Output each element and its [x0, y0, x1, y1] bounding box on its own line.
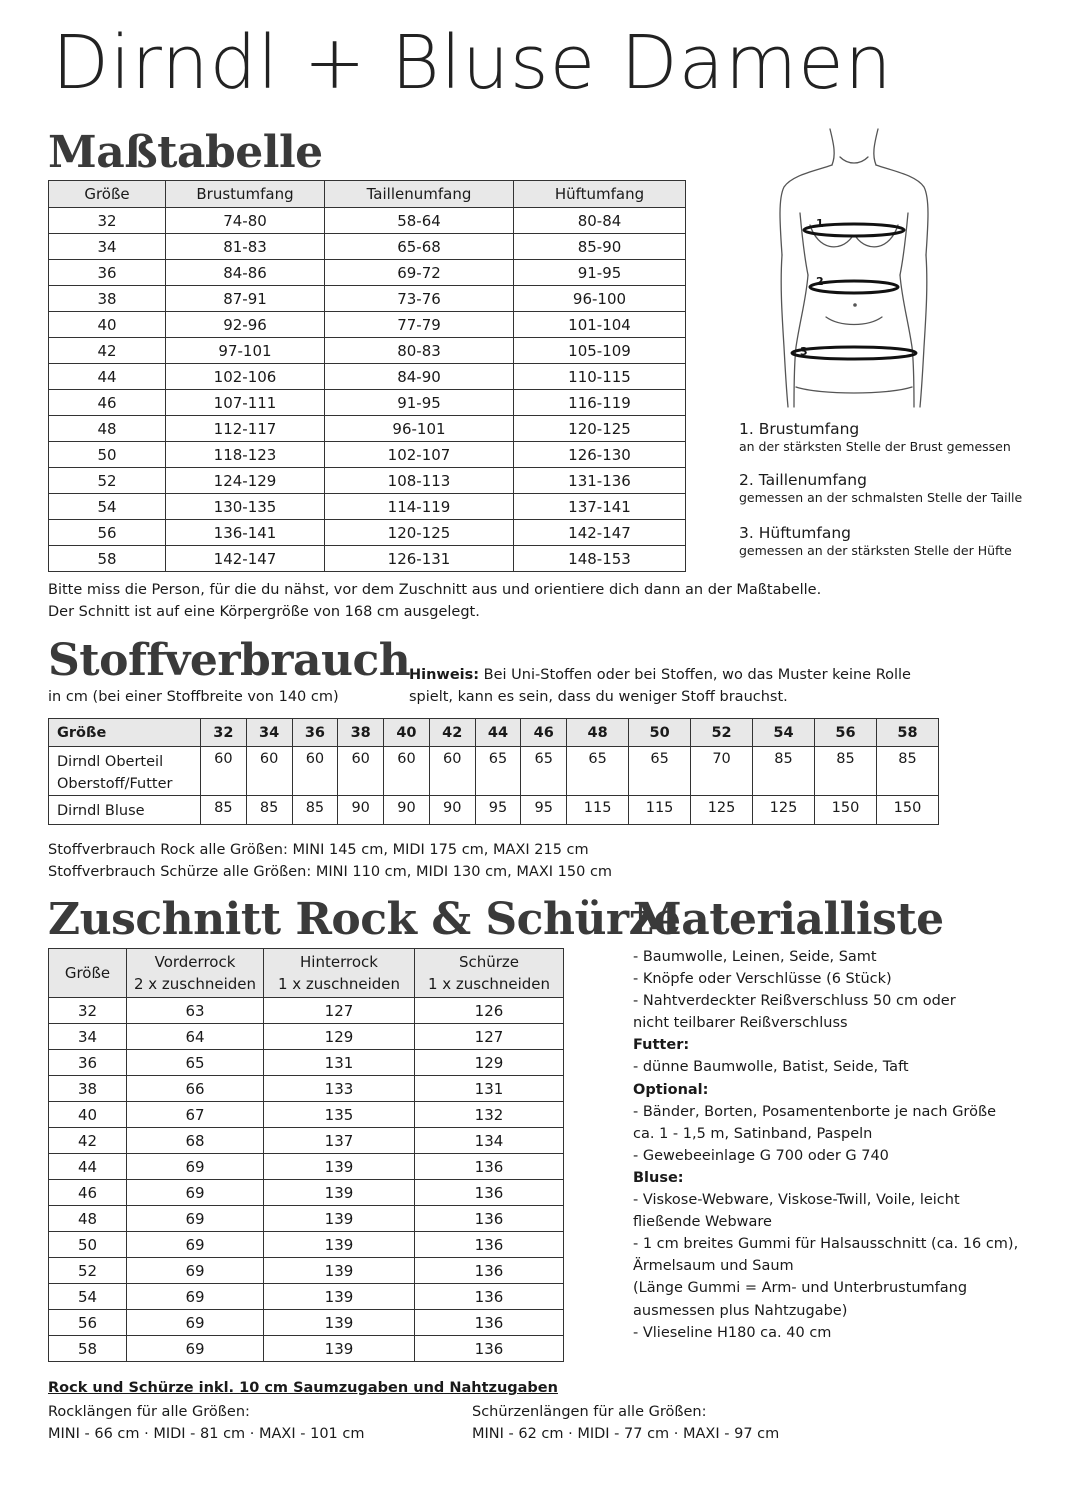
legend-desc: gemessen an der stärksten Stelle der Hüfte	[739, 543, 1012, 558]
figure-marker-3: 3	[800, 345, 808, 358]
table-row	[49, 1128, 564, 1154]
table-cell: 60	[338, 747, 384, 796]
table-cell: 90	[338, 796, 384, 825]
material-item: - Knöpfe oder Verschlüsse (6 Stück)	[633, 971, 892, 988]
table-cell: 58	[49, 546, 166, 572]
table-row	[49, 1336, 564, 1362]
note-line: Stoffverbrauch Rock alle Größen: MINI 145 cm, MIDI 175 cm, MAXI 215 cm	[48, 842, 589, 858]
table-cell: 69	[127, 1180, 264, 1206]
table-row	[49, 1284, 564, 1310]
table-cell: 137	[264, 1128, 415, 1154]
table-cell: 116-119	[514, 390, 686, 416]
table-cell: 85-90	[514, 234, 686, 260]
measurement-table-body	[49, 208, 686, 572]
table-cell: 139	[264, 1258, 415, 1284]
column-header: 40	[384, 719, 430, 747]
table-cell: 115	[629, 796, 691, 825]
table-cell: 126	[415, 998, 564, 1024]
cutting-table	[48, 948, 564, 1362]
table-cell: 91-95	[325, 390, 514, 416]
table-cell: 95	[521, 796, 567, 825]
table-cell: 56	[49, 1310, 127, 1336]
table-row	[49, 260, 686, 286]
legend-title: 1. Brustumfang	[739, 420, 860, 438]
table-cell: 54	[49, 494, 166, 520]
material-heading: Optional:	[633, 1081, 709, 1098]
table-cell: 139	[264, 1180, 415, 1206]
table-cell: 58-64	[325, 208, 514, 234]
table-cell: 135	[264, 1102, 415, 1128]
figure-marker-1: 1	[816, 217, 824, 230]
table-cell: 81-83	[166, 234, 325, 260]
legend-item	[739, 471, 1022, 506]
table-cell: 44	[49, 1154, 127, 1180]
table-cell: 46	[49, 1180, 127, 1206]
table-cell: 65	[629, 747, 691, 796]
table-cell: 102-107	[325, 442, 514, 468]
table-cell: 136-141	[166, 520, 325, 546]
table-cell: 80-84	[514, 208, 686, 234]
table-row	[49, 1102, 564, 1128]
table-cell: 65-68	[325, 234, 514, 260]
table-cell: 85	[876, 747, 938, 796]
measurement-legend	[739, 420, 1022, 559]
table-row	[49, 1180, 564, 1206]
note-line: Bitte miss die Person, für die du nähst, vor dem Zuschnitt aus und orientiere dich dann an der Maßtabelle.	[48, 582, 822, 598]
column-header: 38	[338, 719, 384, 747]
row-label-line: Oberstoff/Futter	[57, 776, 173, 792]
table-cell: 136	[415, 1310, 564, 1336]
table-cell: 36	[49, 260, 166, 286]
table-cell: 60	[246, 747, 292, 796]
table-cell: 114-119	[325, 494, 514, 520]
table-header-row	[49, 949, 564, 998]
table-cell: 67	[127, 1102, 264, 1128]
table-cell: 50	[49, 1232, 127, 1258]
cutting-table-body	[49, 998, 564, 1362]
table-cell: 63	[127, 998, 264, 1024]
table-cell: 38	[49, 1076, 127, 1102]
table-cell: 85	[201, 796, 247, 825]
column-header: Brustumfang	[166, 181, 325, 208]
table-cell: 126-131	[325, 546, 514, 572]
column-header: Größe	[49, 181, 166, 208]
table-row	[49, 1154, 564, 1180]
table-cell: 69	[127, 1284, 264, 1310]
table-cell: 65	[521, 747, 567, 796]
table-cell: 142-147	[514, 520, 686, 546]
column-header: Größe	[49, 719, 201, 747]
table-cell: 58	[49, 1336, 127, 1362]
table-cell: 69	[127, 1206, 264, 1232]
table-cell: 108-113	[325, 468, 514, 494]
table-cell: 95	[475, 796, 521, 825]
table-cell: 132	[415, 1102, 564, 1128]
material-item: ca. 1 - 1,5 m, Satinband, Paspeln	[633, 1125, 873, 1142]
table-cell: 80-83	[325, 338, 514, 364]
measurement-note	[48, 579, 821, 623]
table-cell: 40	[49, 312, 166, 338]
table-cell: 96-101	[325, 416, 514, 442]
column-header: Vorderrock 2 x zuschneiden	[127, 949, 264, 998]
table-cell: 70	[691, 747, 753, 796]
table-cell: 120-125	[325, 520, 514, 546]
table-cell: 131-136	[514, 468, 686, 494]
table-row	[49, 286, 686, 312]
column-header: 42	[429, 719, 475, 747]
table-row	[49, 494, 686, 520]
table-row	[49, 1024, 564, 1050]
table-cell: 69	[127, 1336, 264, 1362]
table-row	[49, 1076, 564, 1102]
column-header: 48	[567, 719, 629, 747]
table-cell: 136	[415, 1206, 564, 1232]
table-cell: 91-95	[514, 260, 686, 286]
table-cell: 124-129	[166, 468, 325, 494]
column-header: 34	[246, 719, 292, 747]
material-item: - Viskose-Webware, Viskose-Twill, Voile, leicht	[633, 1192, 960, 1209]
table-cell: 92-96	[166, 312, 325, 338]
table-cell: 60	[429, 747, 475, 796]
stoff-subtitle: in cm (bei einer Stoffbreite von 140 cm)	[48, 689, 339, 705]
table-cell: 136	[415, 1336, 564, 1362]
table-cell: 126-130	[514, 442, 686, 468]
table-header-row	[49, 719, 939, 747]
section-title-zuschnitt: Zuschnitt Rock & Schürze	[48, 894, 681, 945]
rock-lengths	[48, 1401, 364, 1445]
table-cell: 133	[264, 1076, 415, 1102]
material-item: fließende Webware	[633, 1214, 772, 1231]
table-cell: 52	[49, 468, 166, 494]
table-row	[49, 796, 939, 825]
table-cell: 150	[876, 796, 938, 825]
table-cell: 32	[49, 208, 166, 234]
material-item: - Bänder, Borten, Posamentenborte je nach Größe	[633, 1103, 996, 1120]
table-cell: 127	[415, 1024, 564, 1050]
table-cell: 66	[127, 1076, 264, 1102]
table-cell: 46	[49, 390, 166, 416]
table-cell: 102-106	[166, 364, 325, 390]
body-measurement-figure	[770, 125, 940, 410]
column-header: 58	[876, 719, 938, 747]
table-cell: 40	[49, 1102, 127, 1128]
table-cell: 129	[415, 1050, 564, 1076]
table-cell: 97-101	[166, 338, 325, 364]
table-row	[49, 468, 686, 494]
material-item: - dünne Baumwolle, Batist, Seide, Taft	[633, 1059, 909, 1076]
table-cell: 125	[691, 796, 753, 825]
table-cell: 90	[384, 796, 430, 825]
material-item: - Gewebeeinlage G 700 oder G 740	[633, 1147, 889, 1164]
material-item: ausmessen plus Nahtzugabe)	[633, 1302, 848, 1319]
fabric-consumption-table	[48, 718, 939, 825]
table-cell: 42	[49, 338, 166, 364]
table-cell: 64	[127, 1024, 264, 1050]
table-cell: 139	[264, 1154, 415, 1180]
table-cell: 139	[264, 1284, 415, 1310]
table-cell: 34	[49, 1024, 127, 1050]
table-cell: 73-76	[325, 286, 514, 312]
column-header: Taillenumfang	[325, 181, 514, 208]
table-cell: 136	[415, 1154, 564, 1180]
material-item: (Länge Gummi = Arm- und Unterbrustumfang	[633, 1280, 968, 1297]
table-cell: 85	[815, 747, 877, 796]
table-cell: 90	[429, 796, 475, 825]
schuerze-lengths-label: Schürzenlängen für alle Größen:	[472, 1404, 707, 1420]
note-line: Stoffverbrauch Schürze alle Größen: MINI 110 cm, MIDI 130 cm, MAXI 150 cm	[48, 864, 613, 880]
column-header: Hüftumfang	[514, 181, 686, 208]
column-header: Größe	[49, 949, 127, 998]
stoff-hint	[409, 664, 911, 708]
table-cell: 36	[49, 1050, 127, 1076]
material-item: - Nahtverdeckter Reißverschluss 50 cm oder	[633, 993, 956, 1010]
table-cell: 139	[264, 1232, 415, 1258]
table-row	[49, 747, 939, 796]
material-item: Ärmelsaum und Saum	[633, 1258, 794, 1275]
table-row	[49, 998, 564, 1024]
stoff-extra-notes	[48, 839, 612, 883]
table-row	[49, 520, 686, 546]
table-row	[49, 364, 686, 390]
legend-title: 2. Taillenumfang	[739, 471, 867, 489]
material-item: - Vlieseline H180 ca. 40 cm	[633, 1324, 832, 1341]
table-cell: 54	[49, 1284, 127, 1310]
column-header: 46	[521, 719, 567, 747]
table-row	[49, 546, 686, 572]
table-row	[49, 1050, 564, 1076]
hint-text: spielt, kann es sein, dass du weniger Stoff brauchst.	[409, 689, 788, 705]
table-cell: 96-100	[514, 286, 686, 312]
material-item: nicht teilbarer Reißverschluss	[633, 1015, 848, 1032]
column-header: 32	[201, 719, 247, 747]
section-title-materialliste: Materialliste	[633, 894, 944, 945]
table-cell: 65	[475, 747, 521, 796]
table-cell: 50	[49, 442, 166, 468]
table-cell: 69	[127, 1258, 264, 1284]
note-line: Der Schnitt ist auf eine Körpergröße von 168 cm ausgelegt.	[48, 604, 480, 620]
table-cell: 68	[127, 1128, 264, 1154]
table-cell: 139	[264, 1336, 415, 1362]
table-cell: 85	[246, 796, 292, 825]
table-cell: 139	[264, 1206, 415, 1232]
table-cell: 112-117	[166, 416, 325, 442]
hint-text: Bei Uni-Stoffen oder bei Stoffen, wo das Muster keine Rolle	[483, 667, 911, 683]
table-cell: 129	[264, 1024, 415, 1050]
table-cell: 125	[753, 796, 815, 825]
table-cell: 60	[292, 747, 338, 796]
section-title-masstabelle: Maßtabelle	[48, 127, 323, 178]
table-cell: 34	[49, 234, 166, 260]
rock-lengths-label: Rocklängen für alle Größen:	[48, 1404, 250, 1420]
table-cell: 101-104	[514, 312, 686, 338]
column-header: 56	[815, 719, 877, 747]
table-row	[49, 390, 686, 416]
table-row	[49, 338, 686, 364]
table-row	[49, 416, 686, 442]
table-cell: 105-109	[514, 338, 686, 364]
legend-desc: an der stärksten Stelle der Brust gemessen	[739, 439, 1011, 454]
measurement-table	[48, 180, 686, 572]
row-label-line: Dirndl Bluse	[57, 803, 145, 819]
table-cell: 65	[567, 747, 629, 796]
legend-item	[739, 524, 1022, 559]
table-cell: 130-135	[166, 494, 325, 520]
table-row	[49, 442, 686, 468]
column-header: 52	[691, 719, 753, 747]
table-header-row	[49, 181, 686, 208]
table-cell: 131	[264, 1050, 415, 1076]
table-cell: 84-90	[325, 364, 514, 390]
table-cell: 137-141	[514, 494, 686, 520]
table-row	[49, 1258, 564, 1284]
table-cell: 60	[384, 747, 430, 796]
table-cell: 69-72	[325, 260, 514, 286]
table-cell: 136	[415, 1180, 564, 1206]
footer-note: Rock und Schürze inkl. 10 cm Saumzugaben und Nahtzugaben	[48, 1380, 558, 1396]
column-header: 36	[292, 719, 338, 747]
table-cell: 48	[49, 416, 166, 442]
table-row	[49, 312, 686, 338]
table-cell: 48	[49, 1206, 127, 1232]
table-cell: 136	[415, 1284, 564, 1310]
table-cell: 69	[127, 1232, 264, 1258]
table-cell: 87-91	[166, 286, 325, 312]
table-cell: 120-125	[514, 416, 686, 442]
table-cell: 148-153	[514, 546, 686, 572]
table-cell: 32	[49, 998, 127, 1024]
table-cell: 74-80	[166, 208, 325, 234]
table-cell: 131	[415, 1076, 564, 1102]
figure-marker-2: 2	[816, 275, 824, 288]
table-cell: 139	[264, 1310, 415, 1336]
row-label	[49, 747, 201, 796]
material-heading: Futter:	[633, 1037, 690, 1054]
table-cell: 56	[49, 520, 166, 546]
table-cell: 69	[127, 1310, 264, 1336]
table-cell: 85	[753, 747, 815, 796]
table-cell: 115	[567, 796, 629, 825]
table-cell: 110-115	[514, 364, 686, 390]
table-row	[49, 1310, 564, 1336]
legend-title: 3. Hüftumfang	[739, 524, 851, 542]
schuerze-lengths	[472, 1401, 779, 1445]
table-cell: 84-86	[166, 260, 325, 286]
section-title-stoffverbrauch: Stoffverbrauch	[48, 635, 411, 686]
table-cell: 134	[415, 1128, 564, 1154]
column-header: Schürze 1 x zuschneiden	[415, 949, 564, 998]
table-row	[49, 234, 686, 260]
table-row	[49, 1232, 564, 1258]
material-item: - Baumwolle, Leinen, Seide, Samt	[633, 949, 877, 965]
table-cell: 107-111	[166, 390, 325, 416]
material-heading: Bluse:	[633, 1169, 684, 1186]
table-cell: 42	[49, 1128, 127, 1154]
schuerze-lengths-values: MINI - 62 cm · MIDI - 77 cm · MAXI - 97 cm	[472, 1426, 780, 1442]
table-cell: 127	[264, 998, 415, 1024]
table-cell: 118-123	[166, 442, 325, 468]
hint-label: Hinweis:	[409, 667, 480, 683]
table-cell: 38	[49, 286, 166, 312]
table-cell: 136	[415, 1232, 564, 1258]
table-cell: 142-147	[166, 546, 325, 572]
row-label-line: Dirndl Oberteil	[57, 754, 164, 770]
table-cell: 136	[415, 1258, 564, 1284]
table-cell: 44	[49, 364, 166, 390]
table-cell: 85	[292, 796, 338, 825]
legend-desc: gemessen an der schmalsten Stelle der Taille	[739, 490, 1023, 505]
material-list	[633, 946, 1018, 1344]
column-header: 54	[753, 719, 815, 747]
column-header: 50	[629, 719, 691, 747]
table-cell: 65	[127, 1050, 264, 1076]
material-item: - 1 cm breites Gummi für Halsausschnitt (ca. 16 cm),	[633, 1236, 1019, 1253]
table-cell: 60	[201, 747, 247, 796]
table-cell: 77-79	[325, 312, 514, 338]
fabric-consumption-body	[49, 747, 939, 825]
row-label	[49, 796, 201, 825]
legend-item	[739, 420, 1022, 455]
column-header: Hinterrock 1 x zuschneiden	[264, 949, 415, 998]
table-row	[49, 208, 686, 234]
table-cell: 69	[127, 1154, 264, 1180]
rock-lengths-values: MINI - 66 cm · MIDI - 81 cm · MAXI - 101 cm	[48, 1426, 365, 1442]
table-row	[49, 1206, 564, 1232]
table-cell: 52	[49, 1258, 127, 1284]
page-title: Dirndl + Bluse Damen	[52, 20, 893, 106]
table-cell: 150	[815, 796, 877, 825]
column-header: 44	[475, 719, 521, 747]
